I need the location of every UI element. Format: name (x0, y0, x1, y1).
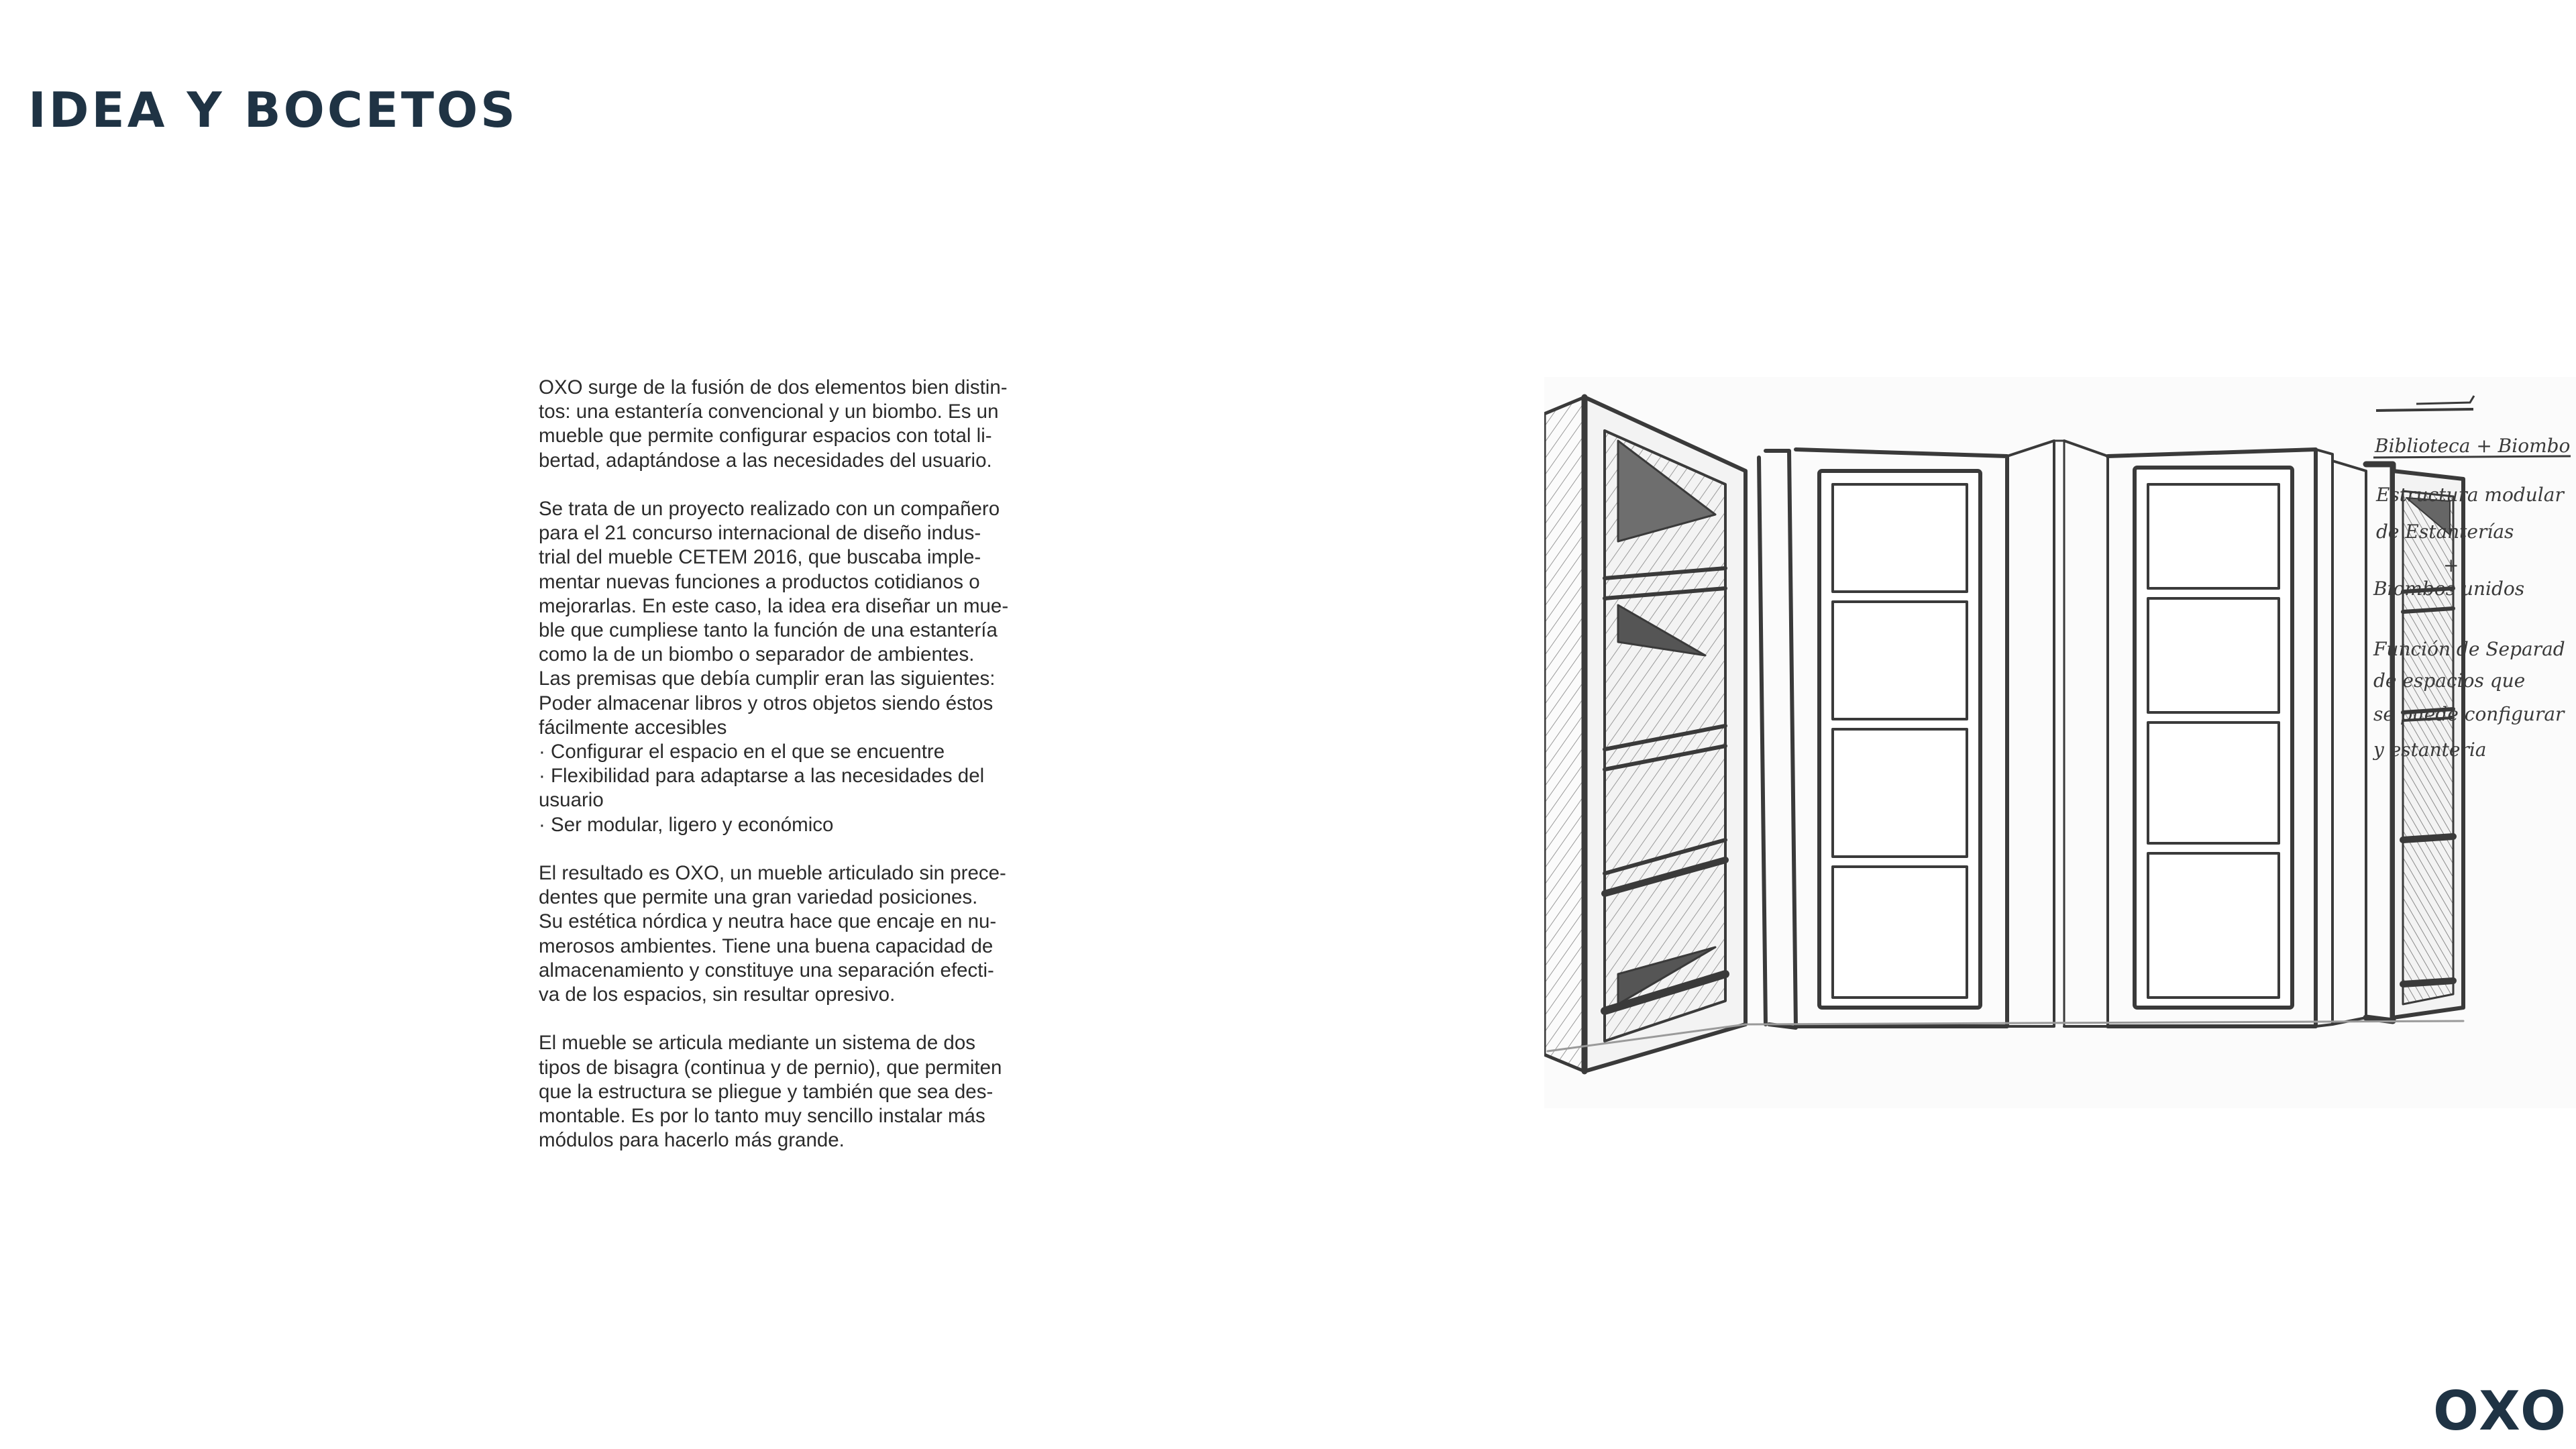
text-line: Se trata de un proyecto realizado con un compañero (539, 498, 1000, 520)
text-line: merosos ambientes. Tiene una buena capacidad de (539, 934, 994, 957)
paragraph-result (539, 861, 1038, 1007)
text-line: va de los espacios, sin resultar opresivo. (539, 983, 896, 1006)
text-line: El mueble se articula mediante un sistema de dos (539, 1032, 975, 1055)
text-line: · Ser modular, ligero y económico (539, 813, 834, 836)
text-line: Poder almacenar libros y otros objetos siendo éstos (539, 692, 994, 714)
paragraph-intro (539, 376, 1038, 473)
sketch-note-line: Biombos unidos (2373, 578, 2525, 600)
paragraph-project (539, 497, 1038, 837)
paragraph-hinges (539, 1031, 1038, 1152)
sketch-notes (2372, 396, 2571, 761)
text-line: · Flexibilidad para adaptarse a las necesidades del (539, 765, 985, 788)
page-title: IDEA Y BOCETOS (28, 82, 519, 138)
text-line: · Configurar el espacio en el que se encuentre (539, 741, 945, 763)
sketch-note-line: + (2443, 554, 2459, 576)
description-text (539, 376, 1038, 1177)
text-line: Su estética nórdica y neutra hace que encaje en nu- (539, 910, 997, 933)
text-line: tipos de bisagra (continua y de pernio), que permiten (539, 1056, 1002, 1079)
sketch-note-line: se puede configurar (2373, 703, 2565, 725)
text-line: mentar nuevas funciones a productos cotidianos o (539, 570, 980, 593)
text-line: módulos para hacerlo más grande. (539, 1129, 845, 1152)
sketch-note-line: Biblioteca + Biombo (2375, 435, 2571, 457)
text-line: OXO surge de la fusión de dos elementos bien distin- (539, 376, 1008, 398)
text-line: dentes que permite una gran variedad posiciones. (539, 886, 978, 909)
sketch-note-line: y estanteria (2373, 739, 2487, 761)
text-line: bertad, adaptándose a las necesidades del usuario. (539, 449, 992, 472)
sketch-note-line: de espacios que (2373, 669, 2526, 692)
sketch-screen-center (1759, 441, 2332, 1028)
text-line: ble que cumpliese tanto la función de una estantería (539, 619, 998, 642)
text-line: almacenamiento y constituye una separación efecti- (539, 959, 994, 981)
sketch-note-line: de Estanterías (2376, 521, 2514, 543)
text-line: mejorarlas. En este caso, la idea era diseñar un mue- (539, 594, 1009, 617)
text-line: fácilmente accesibles (539, 716, 727, 739)
text-line: El resultado es OXO, un mueble articulado sin prece- (539, 862, 1006, 885)
text-line: montable. Es por lo tanto muy sencillo instalar más (539, 1105, 985, 1128)
furniture-sketch (1544, 377, 2576, 1108)
text-line: usuario (539, 789, 604, 812)
text-line: que la estructura se pliegue y también que sea des- (539, 1080, 994, 1103)
text-line: como la de un biombo o separador de ambientes. (539, 643, 975, 666)
text-line: mueble que permite configurar espacios con total li- (539, 425, 992, 447)
text-line: para el 21 concurso internacional de diseño indus- (539, 522, 981, 545)
text-line: Las premisas que debía cumplir eran las siguientes: (539, 667, 996, 690)
sketch-drawing (1544, 377, 2576, 1108)
text-line: tos: una estantería convencional y un biombo. Es un (539, 400, 999, 423)
text-line: trial del mueble CETEM 2016, que buscaba imple- (539, 546, 981, 569)
brand-logo: OXO (2433, 1380, 2568, 1442)
sketch-note-line: Estructura modular (2376, 484, 2564, 506)
sketch-bookcase-left (1544, 397, 1746, 1071)
sketch-note-line: Función de Separad (2373, 638, 2565, 660)
